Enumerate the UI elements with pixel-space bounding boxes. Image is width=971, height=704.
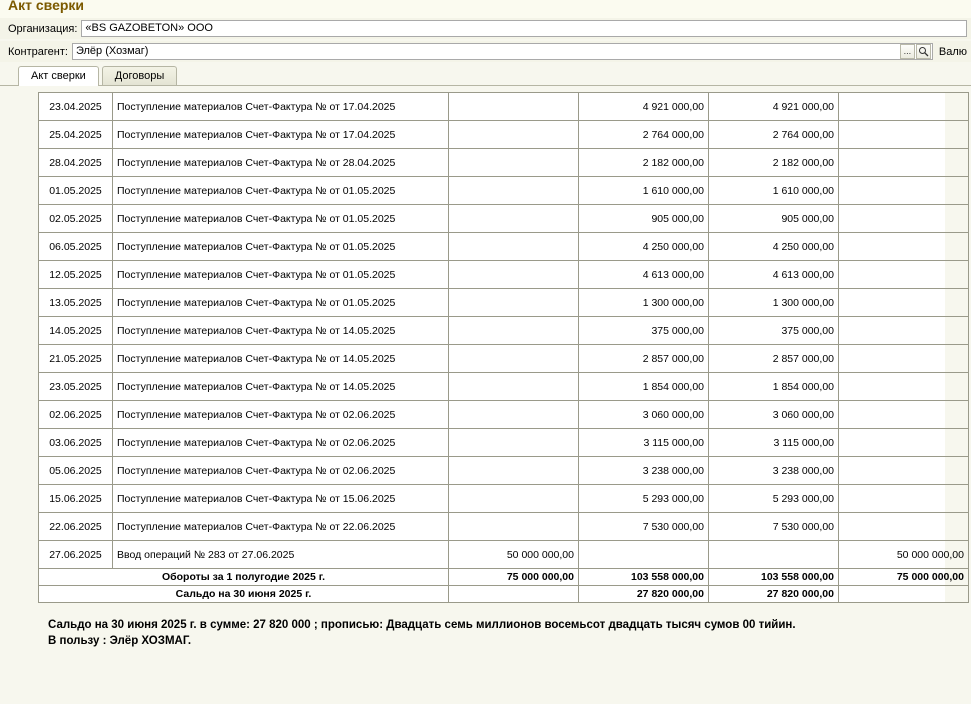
row-debit: 50 000 000,00 (449, 541, 579, 569)
row-credit-2 (839, 429, 969, 457)
row-credit: 1 610 000,00 (579, 177, 709, 205)
row-debit (449, 233, 579, 261)
total-credit: 103 558 000,00 (579, 569, 709, 586)
row-debit (449, 401, 579, 429)
row-credit: 2 764 000,00 (579, 121, 709, 149)
row-credit-2 (839, 513, 969, 541)
total-credit-2: 75 000 000,00 (839, 569, 969, 586)
row-debit-2: 375 000,00 (709, 317, 839, 345)
row-credit-2 (839, 289, 969, 317)
search-icon[interactable] (916, 44, 931, 59)
tab-bar (0, 66, 971, 86)
row-credit-2 (839, 317, 969, 345)
table-row[interactable] (39, 513, 969, 541)
organization-row (0, 18, 971, 39)
organization-input[interactable] (81, 20, 967, 37)
table-row[interactable] (39, 401, 969, 429)
row-debit (449, 485, 579, 513)
row-debit (449, 261, 579, 289)
table-row[interactable] (39, 457, 969, 485)
row-debit (449, 205, 579, 233)
row-debit-2: 3 238 000,00 (709, 457, 839, 485)
row-date: 27.06.2025 (39, 541, 113, 569)
row-document: Ввод операций № 283 от 27.06.2025 (113, 541, 449, 569)
row-debit (449, 457, 579, 485)
row-credit-2 (839, 149, 969, 177)
row-credit: 7 530 000,00 (579, 513, 709, 541)
row-debit-2 (709, 541, 839, 569)
counterparty-clear-button[interactable]: ... (900, 44, 915, 59)
row-credit: 2 182 000,00 (579, 149, 709, 177)
tab-akt-sverki[interactable]: Акт сверки (18, 66, 99, 86)
row-date: 02.06.2025 (39, 401, 113, 429)
row-document: Поступление материалов Счет-Фактура № от 01.05.2025 (113, 289, 449, 317)
row-debit (449, 373, 579, 401)
tab-dogovory[interactable]: Договоры (102, 66, 177, 85)
row-debit-2: 4 613 000,00 (709, 261, 839, 289)
counterparty-label: Контрагент: (8, 45, 68, 58)
row-date: 28.04.2025 (39, 149, 113, 177)
row-document: Поступление материалов Счет-Фактура № от 02.06.2025 (113, 429, 449, 457)
table-total-row (39, 569, 969, 586)
row-debit-2: 2 764 000,00 (709, 121, 839, 149)
currency-label: Валю (938, 45, 967, 58)
row-credit-2 (839, 177, 969, 205)
row-debit (449, 121, 579, 149)
row-document: Поступление материалов Счет-Фактура № от 14.05.2025 (113, 317, 449, 345)
row-date: 15.06.2025 (39, 485, 113, 513)
table-row[interactable] (39, 373, 969, 401)
row-document: Поступление материалов Счет-Фактура № от 14.05.2025 (113, 345, 449, 373)
row-document: Поступление материалов Счет-Фактура № от 15.06.2025 (113, 485, 449, 513)
table-row[interactable] (39, 345, 969, 373)
row-date: 22.06.2025 (39, 513, 113, 541)
row-credit: 375 000,00 (579, 317, 709, 345)
row-debit-2: 5 293 000,00 (709, 485, 839, 513)
table-row[interactable] (39, 289, 969, 317)
row-debit-2: 1 610 000,00 (709, 177, 839, 205)
row-credit-2 (839, 345, 969, 373)
row-credit: 5 293 000,00 (579, 485, 709, 513)
row-date: 23.05.2025 (39, 373, 113, 401)
table-row[interactable] (39, 177, 969, 205)
row-credit: 4 250 000,00 (579, 233, 709, 261)
row-debit (449, 429, 579, 457)
row-date: 06.05.2025 (39, 233, 113, 261)
row-debit-2: 2 182 000,00 (709, 149, 839, 177)
reconciliation-table (38, 92, 969, 603)
table-row[interactable] (39, 317, 969, 345)
row-debit (449, 289, 579, 317)
row-credit: 4 613 000,00 (579, 261, 709, 289)
reconciliation-table-area (38, 92, 964, 603)
counterparty-row (0, 41, 971, 62)
table-row[interactable] (39, 149, 969, 177)
row-credit: 1 854 000,00 (579, 373, 709, 401)
total-credit: 27 820 000,00 (579, 586, 709, 603)
page-title: Акт сверки (8, 0, 85, 13)
row-credit: 905 000,00 (579, 205, 709, 233)
row-document: Поступление материалов Счет-Фактура № от 17.04.2025 (113, 121, 449, 149)
table-row[interactable] (39, 541, 969, 569)
row-credit-2 (839, 457, 969, 485)
row-debit (449, 93, 579, 121)
row-date: 03.06.2025 (39, 429, 113, 457)
table-row[interactable] (39, 485, 969, 513)
table-row[interactable] (39, 233, 969, 261)
row-credit: 4 921 000,00 (579, 93, 709, 121)
row-debit (449, 149, 579, 177)
row-document: Поступление материалов Счет-Фактура № от 02.06.2025 (113, 457, 449, 485)
row-date: 21.05.2025 (39, 345, 113, 373)
table-row[interactable] (39, 261, 969, 289)
organization-value: «BS GAZOBETON» ООО (85, 22, 213, 34)
balance-summary-line1: Сальдо на 30 июня 2025 г. в сумме: 27 820 000 ; прописью: Двадцать семь миллионов восемьсот двадцать тысяч сумов 00 тийин. (48, 619, 796, 631)
row-credit: 3 115 000,00 (579, 429, 709, 457)
balance-summary-line2: В пользу : Элёр ХОЗМАГ. (48, 635, 192, 647)
total-debit: 75 000 000,00 (449, 569, 579, 586)
row-date: 02.05.2025 (39, 205, 113, 233)
row-document: Поступление материалов Счет-Фактура № от 22.06.2025 (113, 513, 449, 541)
table-row[interactable] (39, 93, 969, 121)
row-credit: 1 300 000,00 (579, 289, 709, 317)
row-credit-2 (839, 485, 969, 513)
row-debit (449, 513, 579, 541)
row-debit-2: 4 921 000,00 (709, 93, 839, 121)
row-debit-2: 905 000,00 (709, 205, 839, 233)
balance-summary (48, 617, 971, 649)
row-date: 25.04.2025 (39, 121, 113, 149)
row-credit: 3 060 000,00 (579, 401, 709, 429)
row-credit (579, 541, 709, 569)
row-debit (449, 177, 579, 205)
row-document: Поступление материалов Счет-Фактура № от 01.05.2025 (113, 261, 449, 289)
row-document: Поступление материалов Счет-Фактура № от 01.05.2025 (113, 233, 449, 261)
row-credit-2 (839, 233, 969, 261)
row-credit-2 (839, 121, 969, 149)
table-row[interactable] (39, 205, 969, 233)
total-label: Сальдо на 30 июня 2025 г. (39, 586, 449, 603)
table-total-row (39, 586, 969, 603)
row-credit-2 (839, 205, 969, 233)
row-debit-2: 3 115 000,00 (709, 429, 839, 457)
row-debit (449, 317, 579, 345)
row-credit-2 (839, 261, 969, 289)
row-debit-2: 2 857 000,00 (709, 345, 839, 373)
row-credit-2 (839, 373, 969, 401)
row-date: 23.04.2025 (39, 93, 113, 121)
total-debit-2: 27 820 000,00 (709, 586, 839, 603)
row-date: 12.05.2025 (39, 261, 113, 289)
row-date: 01.05.2025 (39, 177, 113, 205)
row-credit-2 (839, 401, 969, 429)
row-debit-2: 1 300 000,00 (709, 289, 839, 317)
row-debit-2: 4 250 000,00 (709, 233, 839, 261)
row-date: 05.06.2025 (39, 457, 113, 485)
row-credit-2 (839, 93, 969, 121)
total-credit-2 (839, 586, 969, 603)
row-debit (449, 345, 579, 373)
total-debit-2: 103 558 000,00 (709, 569, 839, 586)
row-document: Поступление материалов Счет-Фактура № от 28.04.2025 (113, 149, 449, 177)
row-credit: 2 857 000,00 (579, 345, 709, 373)
row-credit: 3 238 000,00 (579, 457, 709, 485)
counterparty-input[interactable] (72, 43, 933, 60)
row-date: 14.05.2025 (39, 317, 113, 345)
row-document: Поступление материалов Счет-Фактура № от 14.05.2025 (113, 373, 449, 401)
organization-label: Организация: (8, 22, 78, 35)
table-row[interactable] (39, 429, 969, 457)
table-row[interactable] (39, 121, 969, 149)
row-credit-2: 50 000 000,00 (839, 541, 969, 569)
counterparty-value: Элёр (Хозмаг) (75, 45, 149, 57)
row-document: Поступление материалов Счет-Фактура № от 01.05.2025 (113, 205, 449, 233)
window-title-bar (0, 0, 971, 18)
row-debit-2: 7 530 000,00 (709, 513, 839, 541)
row-document: Поступление материалов Счет-Фактура № от 17.04.2025 (113, 93, 449, 121)
row-debit-2: 1 854 000,00 (709, 373, 839, 401)
total-debit (449, 586, 579, 603)
row-document: Поступление материалов Счет-Фактура № от 02.06.2025 (113, 401, 449, 429)
row-debit-2: 3 060 000,00 (709, 401, 839, 429)
row-date: 13.05.2025 (39, 289, 113, 317)
row-document: Поступление материалов Счет-Фактура № от 01.05.2025 (113, 177, 449, 205)
total-label: Обороты за 1 полугодие 2025 г. (39, 569, 449, 586)
